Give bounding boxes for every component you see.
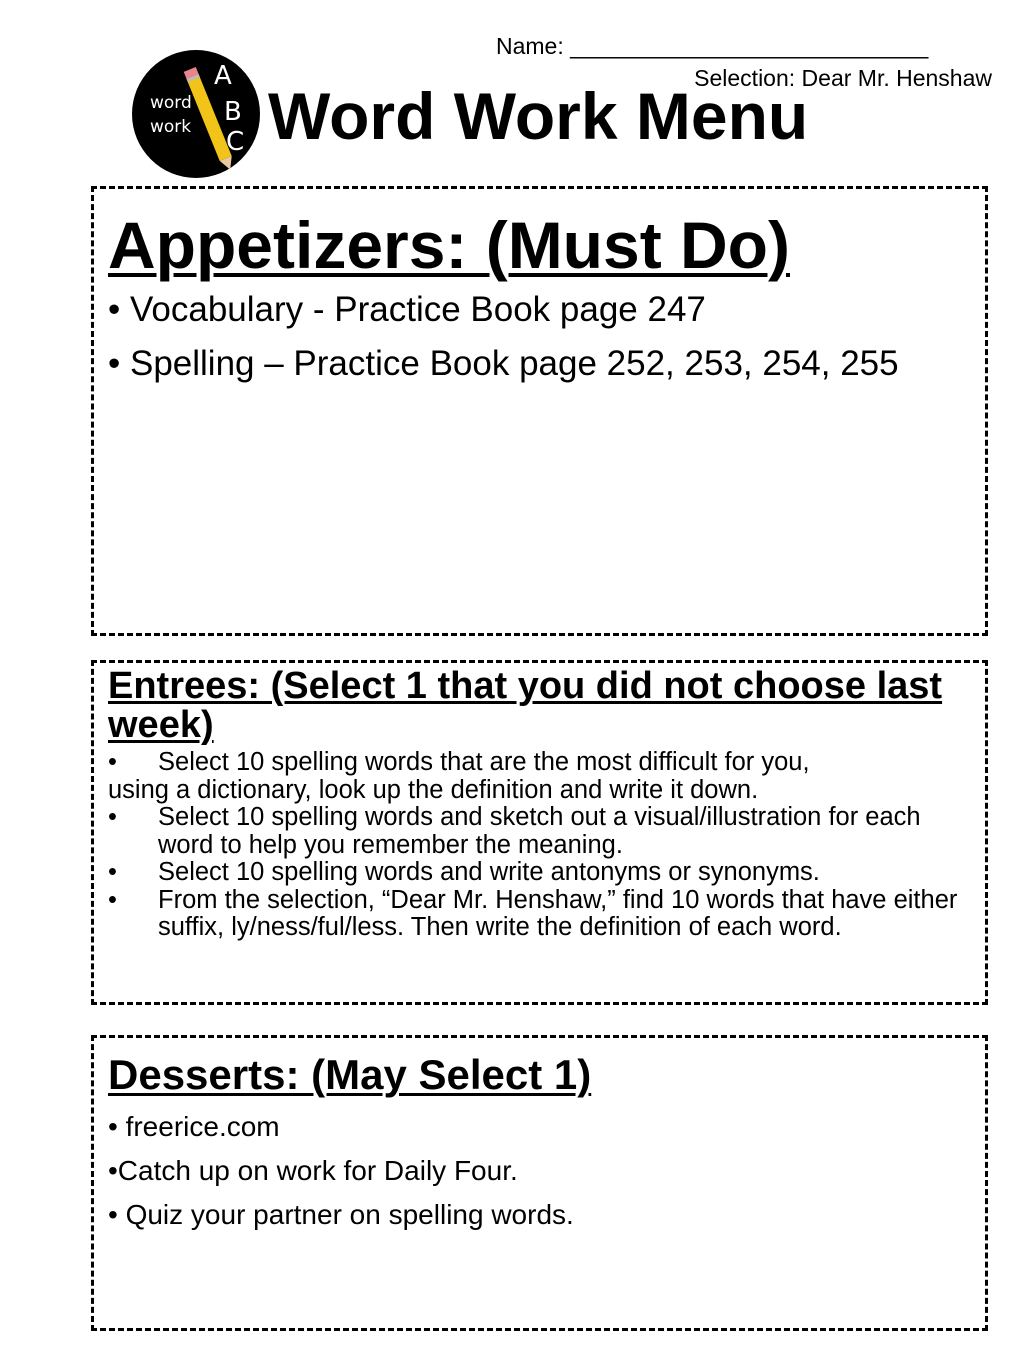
logo-text-word: word	[150, 93, 192, 113]
entrees-item-dictionary	[108, 749, 971, 804]
selection-line: Selection: Dear Mr. Henshaw	[694, 65, 992, 91]
logo-text-work: work	[150, 117, 192, 137]
appetizers-heading: Appetizers: (Must Do)	[108, 208, 790, 282]
desserts-item-freerice: • freerice.com	[108, 1111, 280, 1142]
entrees-item-text: Select 10 spelling words and sketch out a visual/illustration for each word to help you remember the meaning.	[158, 803, 921, 859]
name-line: Name: ____________________________	[496, 33, 929, 59]
bullet: •	[108, 803, 117, 831]
logo-letter-c: C	[226, 127, 245, 157]
entrees-item-text-rest: using a dictionary, look up the definition and write it down.	[108, 775, 759, 804]
entrees-section	[91, 660, 988, 1005]
entrees-item-text-start: Select 10 spelling words that are the most difficult for you,	[158, 748, 810, 776]
logo-letter-b: B	[224, 97, 242, 127]
appetizers-section	[91, 186, 988, 636]
entrees-item-first-row	[108, 749, 971, 777]
desserts-item-quiz: • Quiz your partner on spelling words.	[108, 1199, 574, 1230]
desserts-section	[91, 1035, 988, 1331]
desserts-item-catch-up: •Catch up on work for Daily Four.	[108, 1155, 518, 1186]
page-title: Word Work Menu	[268, 79, 809, 153]
entrees-item-antonyms	[108, 859, 971, 887]
entrees-item-sketch	[108, 804, 971, 859]
appetizers-item-vocabulary: • Vocabulary - Practice Book page 247	[108, 290, 706, 329]
entrees-list	[108, 749, 971, 942]
word-work-logo-icon	[132, 50, 260, 178]
bullet: •	[108, 858, 117, 886]
logo-letter-a: A	[214, 61, 232, 91]
entrees-heading: Entrees: (Select 1 that you did not choose last week)	[108, 665, 943, 746]
bullet: •	[108, 885, 117, 914]
bullet: •	[108, 748, 117, 776]
desserts-heading: Desserts: (May Select 1)	[108, 1051, 592, 1098]
appetizers-item-spelling: • Spelling – Practice Book page 252, 253, 254, 255	[108, 344, 899, 383]
entrees-item-text: Select 10 spelling words and write antonyms or synonyms.	[158, 858, 820, 886]
entrees-item-text: From the selection, “Dear Mr. Henshaw,” find 10 words that have either suffix, ly/ness/ful/less. Then write the definition of each word.	[158, 885, 958, 941]
entrees-item-suffix	[108, 887, 971, 942]
